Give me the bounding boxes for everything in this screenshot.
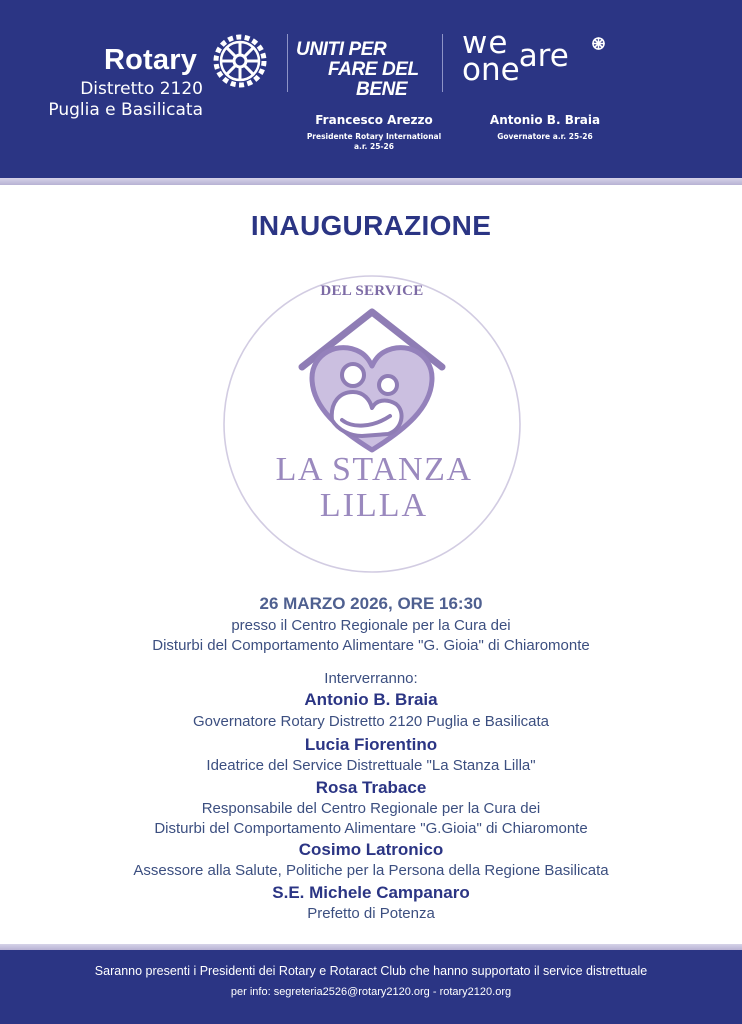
speaker-role: Assessore alla Salute, Politiche per la Persona della Regione Basilicata	[133, 862, 609, 879]
service-pretitle: DEL SERVICE	[320, 283, 424, 299]
governor-name: Antonio B. Braia	[489, 113, 601, 127]
motto-line: FARE DEL	[328, 59, 419, 80]
header-separator	[287, 34, 288, 92]
rotary-wheel-icon	[209, 30, 271, 92]
header-divider	[0, 178, 742, 185]
footer-notice: Saranno presenti i Presidenti dei Rotary e Rotaract Club che hanno supportato il service distrettuale	[94, 964, 648, 978]
event-date-time: 26 MARZO 2026, ORE 16:30	[259, 594, 483, 613]
campaign-word: one	[462, 52, 520, 88]
speaker-name: Lucia Fiorentino	[304, 735, 438, 754]
header-separator	[442, 34, 443, 92]
spark-icon	[591, 36, 606, 51]
rotary-wordmark: Rotary	[104, 44, 198, 76]
speaker-role: Prefetto di Potenza	[307, 905, 435, 922]
motto-line: UNITI PER	[296, 39, 387, 60]
event-location-line: presso il Centro Regionale per la Cura dei	[231, 617, 511, 634]
district-label: Distretto 2120	[80, 79, 203, 99]
president-role-line: a.r. 25-26	[354, 142, 394, 151]
child-head-icon	[379, 376, 397, 394]
speaker-role: Governatore Rotary Distretto 2120 Puglia e Basilicata	[192, 713, 549, 730]
motto-line: BENE	[356, 79, 408, 100]
speakers-heading: Interverranno:	[324, 670, 418, 687]
footer-contact: per info: segreteria2526@rotary2120.org - rotary2120.org	[230, 986, 512, 998]
motto-wordmark	[296, 40, 419, 100]
parent-head-icon	[342, 364, 364, 386]
speaker-name: S.E. Michele Campanaro	[272, 883, 470, 902]
president-block	[290, 113, 458, 152]
speaker-name: Rosa Trabace	[315, 778, 427, 797]
speaker-role: Disturbi del Comportamento Alimentare "G.Gioia" di Chiaromonte	[154, 820, 588, 837]
campaign-word: we	[462, 25, 509, 61]
speaker-name: Cosimo Latronico	[298, 840, 444, 859]
speaker-name: Antonio B. Braia	[304, 690, 438, 709]
region-label: Puglia e Basilicata	[48, 100, 203, 120]
service-logo	[212, 270, 532, 580]
campaign-word: are	[518, 38, 569, 74]
service-name-line1: LA STANZA	[275, 451, 473, 488]
president-role	[290, 132, 458, 152]
service-name-line2: LILLA	[319, 487, 429, 524]
governor-role: Governatore a.r. 25-26	[497, 132, 593, 141]
governor-block	[470, 113, 620, 142]
speaker-role: Responsabile del Centro Regionale per la Cura dei	[201, 800, 541, 817]
event-location-line: Disturbi del Comportamento Alimentare "G. Gioia" di Chiaromonte	[152, 637, 590, 654]
page-title: INAUGURAZIONE	[250, 210, 492, 241]
president-name: Francesco Arezzo	[315, 113, 433, 127]
speaker-role: Ideatrice del Service Distrettuale "La Stanza Lilla"	[206, 757, 536, 774]
we-are-one-logo	[462, 25, 569, 88]
president-role-line: Presidente Rotary International	[306, 132, 442, 141]
